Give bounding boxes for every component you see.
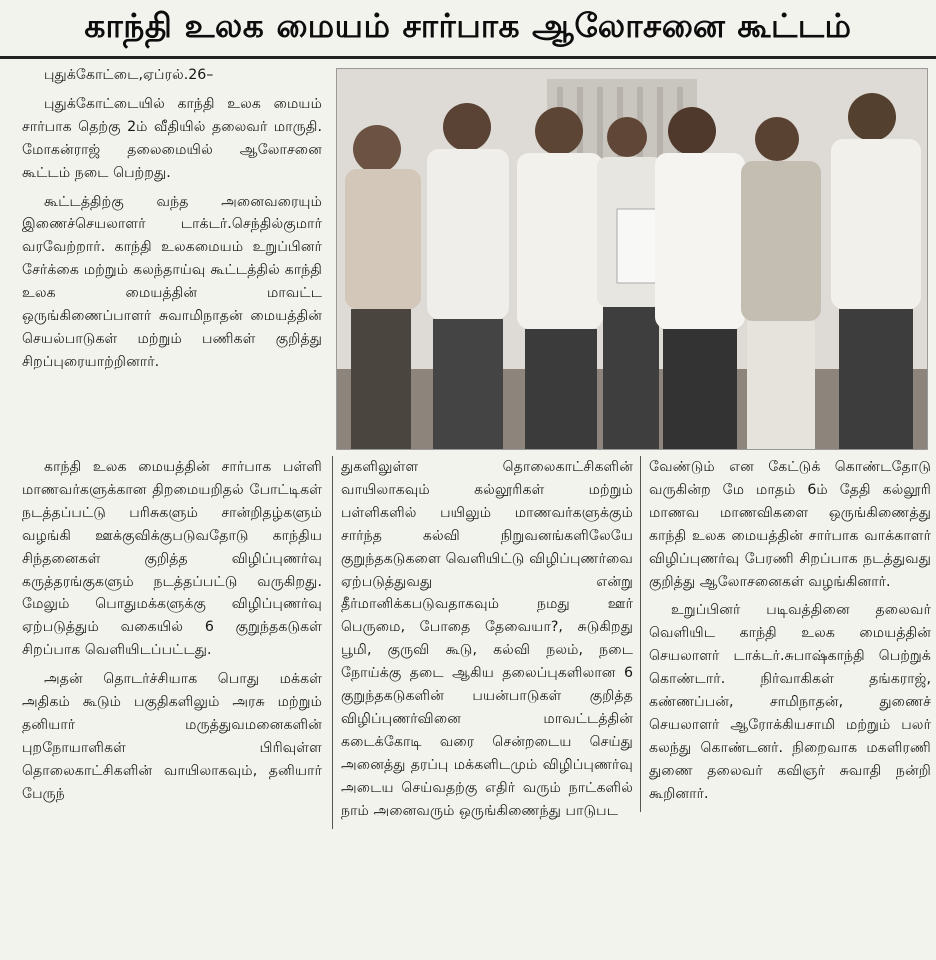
paragraph: புதுக்கோட்டையில் காந்தி உலக மையம் சார்பாக தெற்கு 2ம் வீதியில் தலைவர் மாருதி. மோகன்ராஜ் தலைமையில் ஆலோசனை கூட்டம் நடை பெற்றது. [22, 95, 322, 181]
dateline: புதுக்கோட்டை,ஏப்ரல்.26– [44, 67, 214, 83]
paragraph: உறுப்பினர் படிவத்தினை தலைவர் வெளியிட காந்தி உலக மையத்தின் செயலாளர் டாக்டர்.சுபாஷ்காந்தி பெற்றுக் கொண்டார். நிர்வாகிகள் தங்கராஜ், கண்ணப்பன், சாமிநாதன், துணைச் செயலாளர் ஆரோக்கியசாமி மற்றும் பலர் கலந்து கொண்டனர். நிறைவாக மகளிரணி துணை தலைவர் கவிஞர் சுவாதி நன்றி கூறினார். [649, 602, 931, 802]
paragraph: காந்தி உலக மையத்தின் சார்பாக பள்ளி மாணவர்களுக்கான திறமையறிதல் போட்டிகள் நடத்தப்பட்டு பரிசுகளும் சான்றிதழ்களும் வழங்கி ஊக்குவிக்குபடுவதோடு காந்திய சிந்தனைகள் குறித்த விழிப்புணர்வு கருத்தரங்குகளும் நடத்தப்பட்டு வருகிறது. மேலும் பொதுமக்களுக்கு விழிப்புணர்வு ஏற்படுத்தும் வகையில் 6 குறுந்தகடுகள் சிறப்பாக வெளியிடப்பட்டது. [22, 459, 322, 659]
article-column-3 [640, 456, 931, 812]
headline: காந்தி உலக மையம் சார்பாக ஆலோசனை கூட்டம் [0, 0, 936, 59]
group-photo-illustration [337, 69, 927, 449]
paragraph: துகளிலுள்ள தொலைகாட்சிகளின் வாயிலாகவும் கல்லூரிகள் மற்றும் பள்ளிகளில் பயிலும் மாணவர்களுக்கும் சார்ந்த கல்வி நிறுவனங்களிலேயே குறுந்தகடுகளை வெளியிட்டு விழிப்புணர்வை ஏற்படுத்துவது என்று தீர்மானிக்கபடுவதாகவும் நமது ஊர் பெருமை, போதை தேவையா?, சுடுகிறது பூமி, குருவி கூடு, கல்வி நலம், நடை நோய்க்கு தடை ஆகிய தலைப்புகளிலான 6 குறுந்தகடுகளின் பயன்பாடுகள் குறித்த விழிப்புணர்வினை மாவட்டத்தின் கடைக்கோடி வரை சென்றடைய செய்து அனைத்து தரப்பு மக்களிடமும் விழிப்புணர்வு அடைய செய்வதற்கு எதிர் வரும் நாட்களில் நாம் அனைவரும் ஒருங்கிணைந்து பாடுபட [341, 459, 633, 819]
article-column-1-bottom [22, 456, 322, 812]
article-column-2 [332, 456, 633, 829]
paragraph: அதன் தொடர்ச்சியாக பொது மக்கள் அதிகம் கூடும் பகுதிகளிலும் அரசு மற்றும் தனியார் மருத்துவமனைகளின் புறநோயாளிகள் பிரிவுள்ள தொலைகாட்சிகளின் வாயிலாகவும், தனியார் பேருந் [22, 671, 322, 802]
article-column-1-top [22, 64, 322, 380]
paragraph: கூட்டத்திற்கு வந்த அனைவரையும் இணைச்செயலாளர் டாக்டர்.செந்தில்குமார் வரவேற்றார். காந்தி உலகமையம் உறுப்பினர் சேர்க்கை மற்றும் கலந்தாய்வு கூட்டத்தில் காந்தி உலக மையத்தின் மாவட்ட ஒருங்கிணைப்பாளர் சுவாமிநாதன் மையத்தின் செயல்பாடுகள் மற்றும் பணிகள் குறித்து சிறப்புரையாற்றினார். [22, 193, 322, 370]
group-photo [336, 68, 928, 450]
paragraph: வேண்டும் என கேட்டுக் கொண்டதோடு வருகின்ற மே மாதம் 6ம் தேதி கல்லூரி மாணவ மாணவிகளை ஒருங்கிணைத்து காந்தி உலக மையத்தின் சார்பாக வாக்காளர் விழிப்புணர்வு பேரணி சிறப்பாக நடத்துவது குறித்து ஆலோசனைகள் வழங்கினார். [649, 459, 931, 590]
